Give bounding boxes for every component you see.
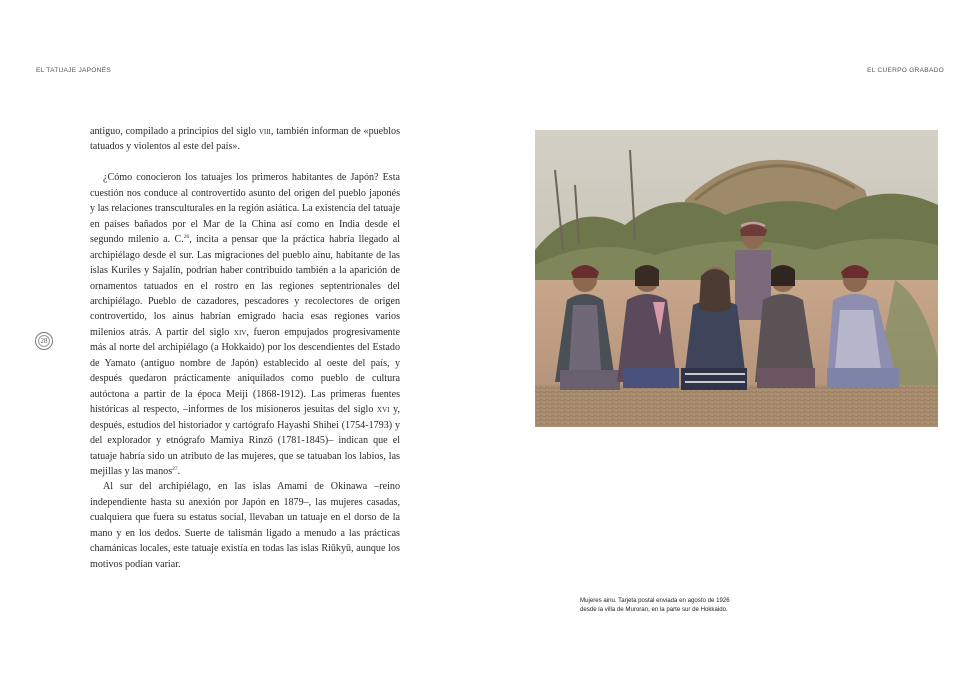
text-run: antiguo, compilado a principios del siglo bbox=[90, 126, 259, 137]
paragraph-2 bbox=[90, 170, 400, 479]
text-run: , fueron empujados progresivamente más al norte del archipiélago (a Hokkaido) por los descendientes del Estado de Yamato (antiguo nombre de Japón) establecido al oeste del país, y después quedaron prácticamente aniquilados como pueblo de cultura autóctona a partir de la época Meiji (1868-1912). Las primeras fuentes históricas al respecto, –informes de los misioneros jesuitas del siglo bbox=[90, 326, 401, 416]
body-text bbox=[90, 124, 400, 572]
running-head-left: EL TATUAJE JAPONÉS bbox=[36, 67, 111, 74]
century-numeral: xiv bbox=[233, 326, 247, 338]
paragraph-1 bbox=[90, 124, 400, 155]
century-numeral: viii bbox=[258, 126, 271, 137]
page-number: 28 bbox=[35, 332, 53, 350]
photograph-ainu-women bbox=[535, 130, 938, 427]
text-run: , también informan de «pueblos tatuados y violentos al este del país». bbox=[90, 126, 400, 153]
running-head-right: EL CUERPO GRABADO bbox=[867, 67, 944, 74]
caption-line-1: Mujeres ainu. Tarjeta postal enviada en agosto de 1926 bbox=[580, 597, 730, 604]
century-numeral: xvi bbox=[377, 404, 390, 416]
caption-line-2: desde la villa de Muroran, en la parte sur de Hokkaido. bbox=[580, 605, 728, 613]
text-run: ¿Cómo conocieron los tatuajes los primeros habitantes de Japón? Esta cuestión nos conduce al controvertido asunto del origen del pueblo japonés y las relaciones transculturales en la región asiática. La existencia del tatuaje en países bañados por el Mar de la China así como en India desde el segundo milenio a. C. bbox=[90, 172, 400, 246]
text-run: , incita a pensar que la práctica habría llegado al archipiélago desde el sur. Las migraciones del pueblo ainu, habitante de las islas Kuriles y Sajalín, podrían haber contribuido también a la aparición de ornamentos tatuados en el rostro en las regiones septentrionales del archipiélago. Pueblo de cazadores, pescadores y recolectores de origen controvertido, los ainus habrían emigrado hacia esas regiones varios milenios atrás. A partir del siglo bbox=[90, 234, 400, 338]
footnote-ref: 27 bbox=[172, 466, 178, 473]
footnote-ref: 26 bbox=[183, 234, 190, 241]
paragraph-3: Al sur del archipiélago, en las islas Amami de Okinawa –reino independiente hasta su anexión por Japón en 1879–, las mujeres casadas, cualquiera que fuera su estatus social, llevaban un tatuaje en el dorso de la mano y en los dedos. Suerte de talismán ligado a menudo a las prácticas chamánicas locales, este tatuaje existía en todas las islas Riūkyū, aunque los motivos podían variar. bbox=[90, 481, 400, 570]
text-run: . bbox=[177, 466, 181, 478]
text-run: y, después, estudios del historiador y cartógrafo Hayashi Shihei (1754-1793) y del explorador y etnógrafo Mamiya Rinzō (1781-1845)– indican que el tatuaje habría sido un atributo de las mujeres, que se tatuaban los labios, las mejillas y las manos bbox=[90, 404, 400, 478]
photo-illustration bbox=[535, 130, 938, 427]
photo-caption bbox=[580, 597, 800, 614]
